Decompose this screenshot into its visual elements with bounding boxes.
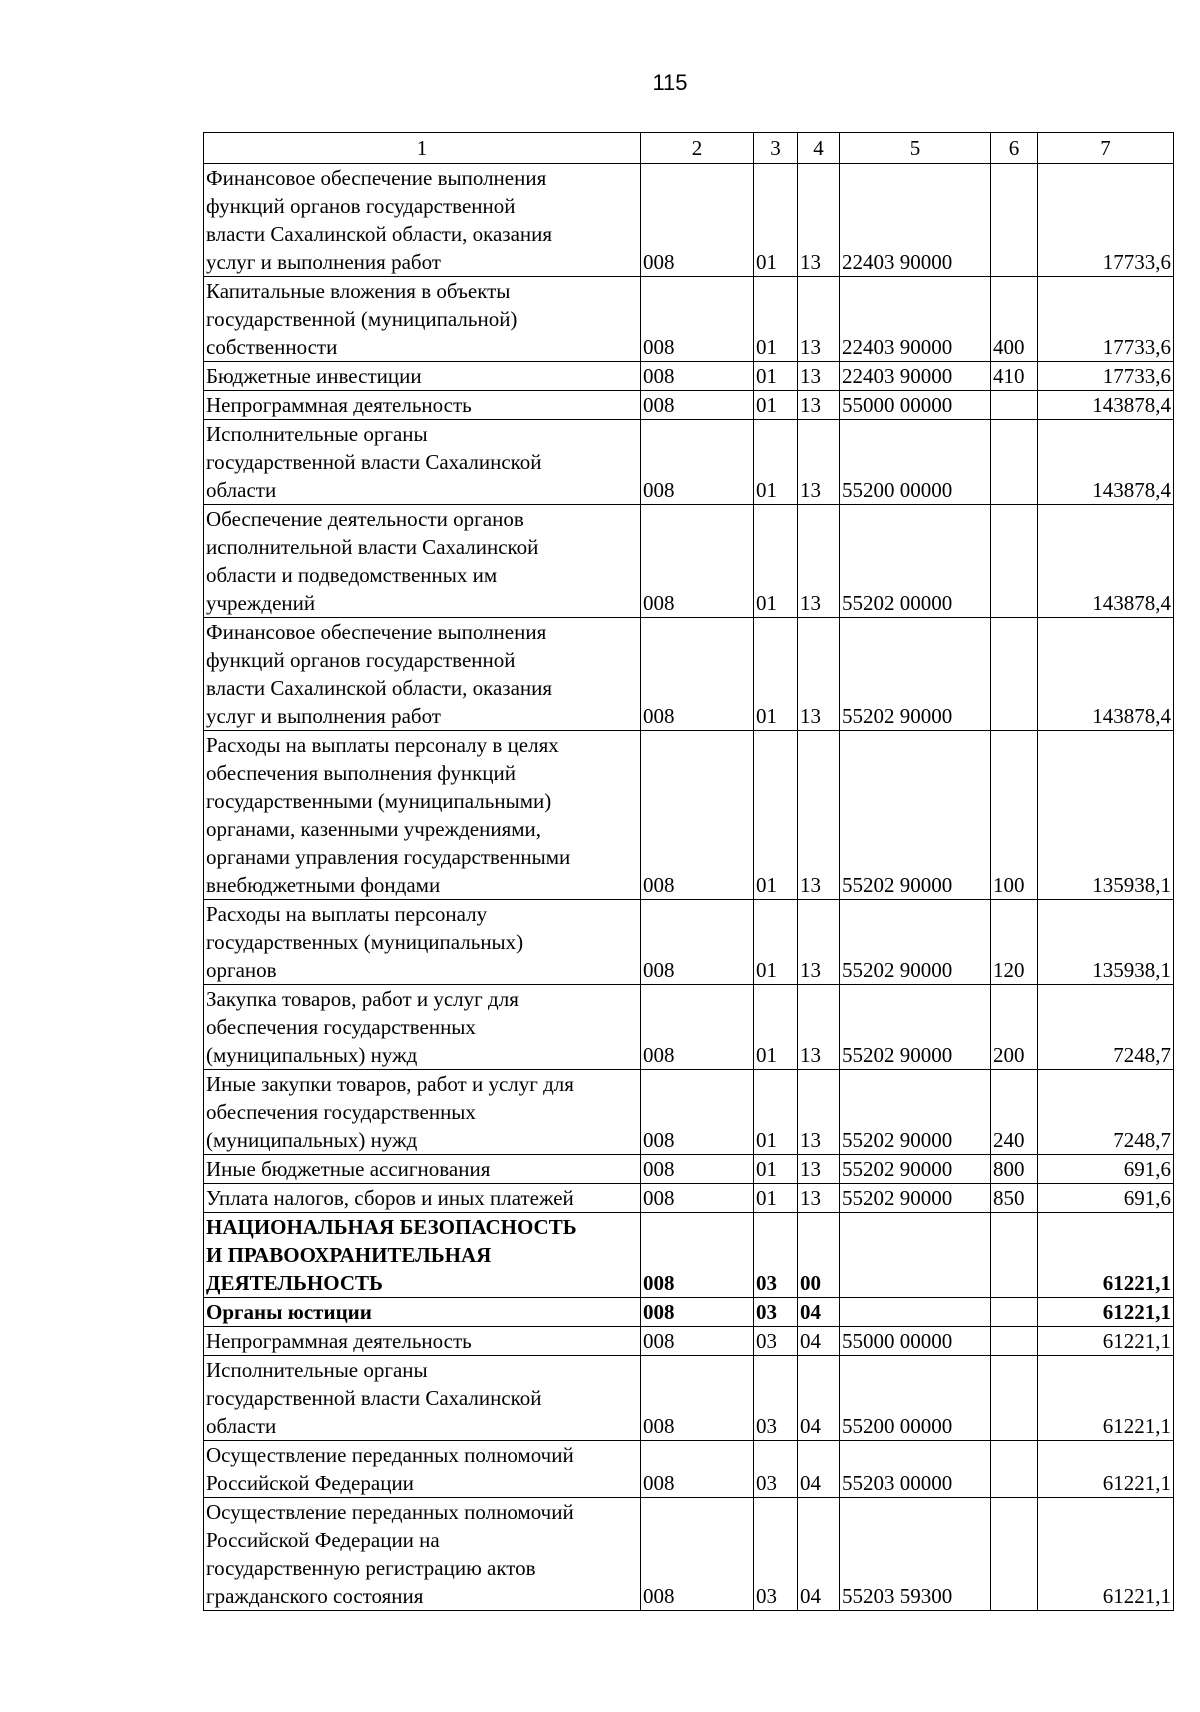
- section-code-cell: 01: [754, 420, 798, 505]
- amount-cell: 691,6: [1038, 1184, 1174, 1213]
- row-name-cell: Органы юстиции: [204, 1298, 641, 1327]
- subsection-code-cell: 13: [798, 985, 840, 1070]
- row-name-cell: Осуществление переданных полномочий Российской Федерации на государственную регистрацию актов гражданского состояния: [204, 1498, 641, 1611]
- table-row: [204, 277, 1174, 362]
- expense-type-code-cell: 400: [991, 277, 1038, 362]
- target-article-code-cell: 55203 59300: [840, 1498, 991, 1611]
- row-name-cell: Исполнительные органы государственной власти Сахалинской области: [204, 420, 641, 505]
- row-name-cell: Обеспечение деятельности органов исполнительной власти Сахалинской области и подведомственных им учреждений: [204, 505, 641, 618]
- ministry-code-cell: 008: [641, 618, 754, 731]
- row-name-cell: Осуществление переданных полномочий Российской Федерации: [204, 1441, 641, 1498]
- table-row: [204, 618, 1174, 731]
- subsection-code-cell: 13: [798, 505, 840, 618]
- row-name-cell: Иные закупки товаров, работ и услуг для обеспечения государственных (муниципальных) нужд: [204, 1070, 641, 1155]
- amount-cell: 135938,1: [1038, 731, 1174, 900]
- target-article-code-cell: 22403 90000: [840, 164, 991, 277]
- row-name-cell: Закупка товаров, работ и услуг для обеспечения государственных (муниципальных) нужд: [204, 985, 641, 1070]
- ministry-code-cell: 008: [641, 420, 754, 505]
- section-code-cell: 01: [754, 362, 798, 391]
- row-name-cell: Уплата налогов, сборов и иных платежей: [204, 1184, 641, 1213]
- section-code-cell: 01: [754, 1155, 798, 1184]
- ministry-code-cell: 008: [641, 1184, 754, 1213]
- expense-type-code-cell: 120: [991, 900, 1038, 985]
- target-article-code-cell: 55000 00000: [840, 391, 991, 420]
- expense-type-code-cell: 200: [991, 985, 1038, 1070]
- target-article-code-cell: 55202 90000: [840, 985, 991, 1070]
- target-article-code-cell: 55202 90000: [840, 900, 991, 985]
- table-row: [204, 505, 1174, 618]
- subsection-code-cell: 13: [798, 900, 840, 985]
- expense-type-code-cell: [991, 164, 1038, 277]
- row-name-cell: Финансовое обеспечение выполнения функций органов государственной власти Сахалинской области, оказания услуг и выполнения работ: [204, 618, 641, 731]
- subsection-code-cell: 04: [798, 1441, 840, 1498]
- target-article-code-cell: 55202 90000: [840, 618, 991, 731]
- section-code-cell: 01: [754, 985, 798, 1070]
- amount-cell: 61221,1: [1038, 1356, 1174, 1441]
- table-row: [204, 1327, 1174, 1356]
- ministry-code-cell: 008: [641, 1298, 754, 1327]
- header-cell-4: 4: [798, 133, 840, 164]
- expense-type-code-cell: [991, 391, 1038, 420]
- section-code-cell: 03: [754, 1213, 798, 1298]
- ministry-code-cell: 008: [641, 1327, 754, 1356]
- amount-cell: 143878,4: [1038, 618, 1174, 731]
- expense-type-code-cell: [991, 618, 1038, 731]
- table-row: [204, 1184, 1174, 1213]
- target-article-code-cell: [840, 1213, 991, 1298]
- subsection-code-cell: 04: [798, 1298, 840, 1327]
- row-name-cell: НАЦИОНАЛЬНАЯ БЕЗОПАСНОСТЬ И ПРАВООХРАНИТЕЛЬНАЯ ДЕЯТЕЛЬНОСТЬ: [204, 1213, 641, 1298]
- section-code-cell: 01: [754, 164, 798, 277]
- ministry-code-cell: 008: [641, 505, 754, 618]
- expense-type-code-cell: [991, 505, 1038, 618]
- amount-cell: 61221,1: [1038, 1213, 1174, 1298]
- header-cell-5: 5: [840, 133, 991, 164]
- table-row: [204, 1441, 1174, 1498]
- expense-type-code-cell: 240: [991, 1070, 1038, 1155]
- table-row: [204, 1213, 1174, 1298]
- section-code-cell: 01: [754, 900, 798, 985]
- page-number: 115: [652, 70, 688, 95]
- section-code-cell: 03: [754, 1441, 798, 1498]
- target-article-code-cell: 55202 90000: [840, 1155, 991, 1184]
- table-row: [204, 391, 1174, 420]
- ministry-code-cell: 008: [641, 731, 754, 900]
- expense-type-code-cell: [991, 1498, 1038, 1611]
- header-cell-1: 1: [204, 133, 641, 164]
- table-row: [204, 1070, 1174, 1155]
- ministry-code-cell: 008: [641, 985, 754, 1070]
- target-article-code-cell: 22403 90000: [840, 362, 991, 391]
- expense-type-code-cell: [991, 1356, 1038, 1441]
- target-article-code-cell: 22403 90000: [840, 277, 991, 362]
- expense-type-code-cell: 410: [991, 362, 1038, 391]
- table-row: [204, 1356, 1174, 1441]
- row-name-cell: Иные бюджетные ассигнования: [204, 1155, 641, 1184]
- section-code-cell: 03: [754, 1356, 798, 1441]
- amount-cell: 17733,6: [1038, 362, 1174, 391]
- subsection-code-cell: 13: [798, 362, 840, 391]
- table-row: [204, 420, 1174, 505]
- target-article-code-cell: 55200 00000: [840, 420, 991, 505]
- header-row: [204, 133, 1174, 164]
- subsection-code-cell: 13: [798, 1184, 840, 1213]
- row-name-cell: Исполнительные органы государственной власти Сахалинской области: [204, 1356, 641, 1441]
- section-code-cell: 01: [754, 1070, 798, 1155]
- header-cell-6: 6: [991, 133, 1038, 164]
- target-article-code-cell: 55202 90000: [840, 1184, 991, 1213]
- section-code-cell: 03: [754, 1498, 798, 1611]
- amount-cell: 17733,6: [1038, 277, 1174, 362]
- amount-cell: 61221,1: [1038, 1298, 1174, 1327]
- section-code-cell: 01: [754, 277, 798, 362]
- target-article-code-cell: 55000 00000: [840, 1327, 991, 1356]
- ministry-code-cell: 008: [641, 1155, 754, 1184]
- table-row: [204, 1298, 1174, 1327]
- amount-cell: 691,6: [1038, 1155, 1174, 1184]
- target-article-code-cell: 55202 00000: [840, 505, 991, 618]
- subsection-code-cell: 04: [798, 1327, 840, 1356]
- subsection-code-cell: 13: [798, 618, 840, 731]
- table-row: [204, 985, 1174, 1070]
- table-row: [204, 1155, 1174, 1184]
- expense-type-code-cell: 850: [991, 1184, 1038, 1213]
- target-article-code-cell: 55200 00000: [840, 1356, 991, 1441]
- row-name-cell: Расходы на выплаты персоналу государственных (муниципальных) органов: [204, 900, 641, 985]
- section-code-cell: 01: [754, 505, 798, 618]
- expense-type-code-cell: 800: [991, 1155, 1038, 1184]
- amount-cell: 143878,4: [1038, 505, 1174, 618]
- expense-type-code-cell: [991, 1327, 1038, 1356]
- section-code-cell: 03: [754, 1298, 798, 1327]
- ministry-code-cell: 008: [641, 391, 754, 420]
- row-name-cell: Финансовое обеспечение выполнения функций органов государственной власти Сахалинской области, оказания услуг и выполнения работ: [204, 164, 641, 277]
- subsection-code-cell: 04: [798, 1356, 840, 1441]
- ministry-code-cell: 008: [641, 362, 754, 391]
- amount-cell: 135938,1: [1038, 900, 1174, 985]
- expense-type-code-cell: [991, 420, 1038, 505]
- ministry-code-cell: 008: [641, 164, 754, 277]
- row-name-cell: Расходы на выплаты персоналу в целях обеспечения выполнения функций государственными (муниципальными) органами, казенными учреждениями, органами управления государственными внебюджетными фондами: [204, 731, 641, 900]
- subsection-code-cell: 13: [798, 420, 840, 505]
- ministry-code-cell: 008: [641, 277, 754, 362]
- amount-cell: 61221,1: [1038, 1441, 1174, 1498]
- amount-cell: 143878,4: [1038, 420, 1174, 505]
- header-cell-2: 2: [641, 133, 754, 164]
- subsection-code-cell: 00: [798, 1213, 840, 1298]
- ministry-code-cell: 008: [641, 1070, 754, 1155]
- subsection-code-cell: 13: [798, 391, 840, 420]
- row-name-cell: Бюджетные инвестиции: [204, 362, 641, 391]
- amount-cell: 7248,7: [1038, 1070, 1174, 1155]
- target-article-code-cell: 55203 00000: [840, 1441, 991, 1498]
- ministry-code-cell: 008: [641, 1356, 754, 1441]
- amount-cell: 143878,4: [1038, 391, 1174, 420]
- table-row: [204, 164, 1174, 277]
- expense-type-code-cell: [991, 1441, 1038, 1498]
- row-name-cell: Капитальные вложения в объекты государственной (муниципальной) собственности: [204, 277, 641, 362]
- section-code-cell: 01: [754, 731, 798, 900]
- expense-type-code-cell: [991, 1213, 1038, 1298]
- row-name-cell: Непрограммная деятельность: [204, 1327, 641, 1356]
- table-row: [204, 362, 1174, 391]
- section-code-cell: 01: [754, 1184, 798, 1213]
- table-body: [204, 164, 1174, 1611]
- budget-table: [203, 132, 1174, 1611]
- section-code-cell: 01: [754, 391, 798, 420]
- subsection-code-cell: 13: [798, 731, 840, 900]
- ministry-code-cell: 008: [641, 1441, 754, 1498]
- amount-cell: 61221,1: [1038, 1327, 1174, 1356]
- target-article-code-cell: 55202 90000: [840, 731, 991, 900]
- subsection-code-cell: 13: [798, 1155, 840, 1184]
- row-name-cell: Непрограммная деятельность: [204, 391, 641, 420]
- expense-type-code-cell: 100: [991, 731, 1038, 900]
- subsection-code-cell: 13: [798, 277, 840, 362]
- expense-type-code-cell: [991, 1298, 1038, 1327]
- subsection-code-cell: 13: [798, 1070, 840, 1155]
- subsection-code-cell: 04: [798, 1498, 840, 1611]
- ministry-code-cell: 008: [641, 900, 754, 985]
- header-cell-3: 3: [754, 133, 798, 164]
- header-cell-7: 7: [1038, 133, 1174, 164]
- amount-cell: 7248,7: [1038, 985, 1174, 1070]
- table-row: [204, 900, 1174, 985]
- amount-cell: 17733,6: [1038, 164, 1174, 277]
- amount-cell: 61221,1: [1038, 1498, 1174, 1611]
- target-article-code-cell: [840, 1298, 991, 1327]
- ministry-code-cell: 008: [641, 1498, 754, 1611]
- section-code-cell: 01: [754, 618, 798, 731]
- target-article-code-cell: 55202 90000: [840, 1070, 991, 1155]
- ministry-code-cell: 008: [641, 1213, 754, 1298]
- subsection-code-cell: 13: [798, 164, 840, 277]
- table-row: [204, 1498, 1174, 1611]
- table-row: [204, 731, 1174, 900]
- section-code-cell: 03: [754, 1327, 798, 1356]
